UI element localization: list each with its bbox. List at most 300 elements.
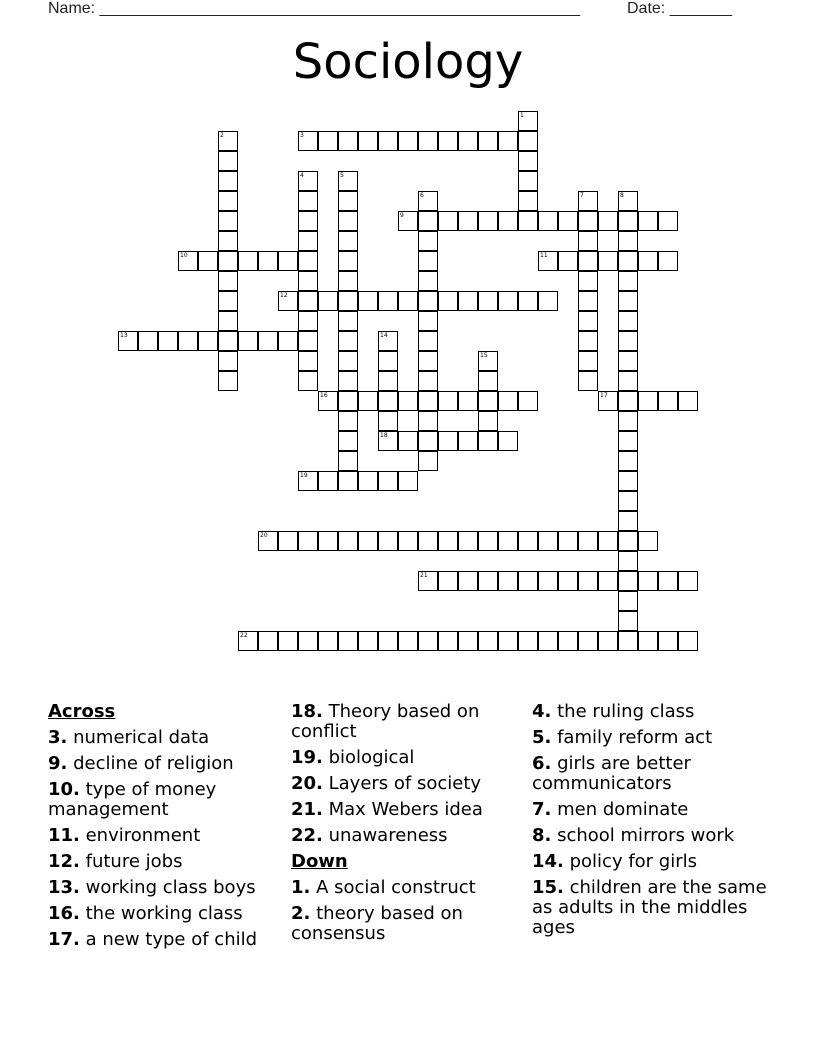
grid-cell[interactable] xyxy=(578,631,598,651)
grid-cell[interactable] xyxy=(458,291,478,311)
clue-text: Theory based on conflict xyxy=(291,701,480,742)
grid-cell[interactable] xyxy=(418,271,438,291)
grid-cell[interactable] xyxy=(438,631,458,651)
grid-cell[interactable] xyxy=(218,231,238,251)
grid-cell[interactable] xyxy=(418,371,438,391)
grid-cell[interactable] xyxy=(378,351,398,371)
grid-cell[interactable] xyxy=(298,311,318,331)
grid-cell[interactable] xyxy=(258,631,278,651)
clue-text: girls are better communicators xyxy=(532,753,691,794)
grid-cell[interactable] xyxy=(338,351,358,371)
grid-cell[interactable] xyxy=(458,571,478,591)
clue-item xyxy=(48,852,280,872)
grid-cell[interactable] xyxy=(478,411,498,431)
grid-cell[interactable] xyxy=(598,391,618,411)
clue-number: 8 xyxy=(620,192,624,199)
grid-cell[interactable] xyxy=(618,371,638,391)
grid-cell[interactable] xyxy=(338,411,358,431)
grid-cell[interactable] xyxy=(598,211,618,231)
grid-cell[interactable] xyxy=(218,331,238,351)
clue-text: school mirrors work xyxy=(551,825,735,846)
grid-cell[interactable] xyxy=(538,291,558,311)
grid-cell[interactable] xyxy=(398,471,418,491)
grid-cell[interactable] xyxy=(138,331,158,351)
grid-cell[interactable] xyxy=(578,571,598,591)
clue-item xyxy=(532,852,772,872)
grid-cell[interactable] xyxy=(378,411,398,431)
clue-num: 20. xyxy=(291,773,323,794)
grid-cell[interactable] xyxy=(638,631,658,651)
grid-cell[interactable] xyxy=(338,311,358,331)
clue-number: 3 xyxy=(300,132,304,139)
grid-cell[interactable] xyxy=(318,131,338,151)
grid-cell[interactable] xyxy=(518,631,538,651)
grid-cell[interactable] xyxy=(598,631,618,651)
grid-cell[interactable] xyxy=(458,211,478,231)
grid-cell[interactable] xyxy=(378,331,398,351)
clues-column-1 xyxy=(48,702,280,956)
grid-cell[interactable] xyxy=(318,391,338,411)
clue-number: 15 xyxy=(480,352,488,359)
grid-cell[interactable] xyxy=(418,331,438,351)
grid-cell[interactable] xyxy=(398,431,418,451)
grid-cell[interactable] xyxy=(378,131,398,151)
grid-cell[interactable] xyxy=(218,371,238,391)
clue-text: biological xyxy=(322,747,415,768)
grid-cell[interactable] xyxy=(658,631,678,651)
clue-number: 7 xyxy=(580,192,584,199)
grid-cell[interactable] xyxy=(218,191,238,211)
grid-cell[interactable] xyxy=(518,211,538,231)
clue-number: 17 xyxy=(600,392,608,399)
grid-cell[interactable] xyxy=(618,311,638,331)
grid-cell[interactable] xyxy=(618,391,638,411)
grid-cell[interactable] xyxy=(358,291,378,311)
grid-cell[interactable] xyxy=(298,331,318,351)
clue-number: 22 xyxy=(240,632,248,639)
clue-number: 4 xyxy=(300,172,304,179)
clue-num: 15. xyxy=(532,877,564,898)
clue-num: 14. xyxy=(532,851,564,872)
clue-num: 16. xyxy=(48,903,80,924)
clue-number: 2 xyxy=(220,132,224,139)
grid-cell[interactable] xyxy=(618,531,638,551)
grid-cell[interactable] xyxy=(478,291,498,311)
clue-item xyxy=(532,878,772,938)
grid-cell[interactable] xyxy=(578,231,598,251)
clue-num: 5. xyxy=(532,727,552,748)
grid-cell[interactable] xyxy=(398,211,418,231)
grid-cell[interactable] xyxy=(258,331,278,351)
grid-cell[interactable] xyxy=(418,631,438,651)
grid-cell[interactable] xyxy=(618,331,638,351)
clue-num: 4. xyxy=(532,701,552,722)
grid-cell[interactable] xyxy=(378,531,398,551)
grid-cell[interactable] xyxy=(418,531,438,551)
grid-cell[interactable] xyxy=(418,571,438,591)
grid-cell[interactable] xyxy=(578,531,598,551)
grid-cell[interactable] xyxy=(218,251,238,271)
grid-cell[interactable] xyxy=(538,211,558,231)
grid-cell[interactable] xyxy=(658,211,678,231)
grid-cell[interactable] xyxy=(438,211,458,231)
grid-cell[interactable] xyxy=(438,431,458,451)
grid-cell[interactable] xyxy=(458,391,478,411)
grid-cell[interactable] xyxy=(618,491,638,511)
clue-num: 11. xyxy=(48,825,80,846)
grid-cell[interactable] xyxy=(518,151,538,171)
grid-cell[interactable] xyxy=(658,251,678,271)
grid-cell[interactable] xyxy=(618,511,638,531)
grid-cell[interactable] xyxy=(498,531,518,551)
grid-cell[interactable] xyxy=(298,291,318,311)
grid-cell[interactable] xyxy=(538,531,558,551)
grid-cell[interactable] xyxy=(298,531,318,551)
clue-number: 11 xyxy=(540,252,548,259)
clue-item xyxy=(532,702,772,722)
grid-cell[interactable] xyxy=(618,431,638,451)
grid-cell[interactable] xyxy=(578,271,598,291)
grid-cell[interactable] xyxy=(618,591,638,611)
grid-cell[interactable] xyxy=(458,531,478,551)
grid-cell[interactable] xyxy=(278,251,298,271)
grid-cell[interactable] xyxy=(398,531,418,551)
grid-cell[interactable] xyxy=(298,471,318,491)
down-heading: Down xyxy=(291,851,348,872)
grid-cell[interactable] xyxy=(278,291,298,311)
grid-cell[interactable] xyxy=(378,371,398,391)
grid-cell[interactable] xyxy=(498,431,518,451)
clue-num: 13. xyxy=(48,877,80,898)
grid-cell[interactable] xyxy=(618,231,638,251)
grid-cell[interactable] xyxy=(478,131,498,151)
clue-text: family reform act xyxy=(551,727,713,748)
grid-cell[interactable] xyxy=(438,531,458,551)
grid-cell[interactable] xyxy=(278,631,298,651)
grid-cell[interactable] xyxy=(298,371,318,391)
grid-cell[interactable] xyxy=(678,571,698,591)
grid-cell[interactable] xyxy=(478,371,498,391)
grid-cell[interactable] xyxy=(398,631,418,651)
grid-cell[interactable] xyxy=(418,431,438,451)
grid-cell[interactable] xyxy=(378,471,398,491)
grid-cell[interactable] xyxy=(178,331,198,351)
clue-item xyxy=(532,754,772,794)
grid-cell[interactable] xyxy=(558,631,578,651)
clue-number: 10 xyxy=(180,252,188,259)
grid-cell[interactable] xyxy=(578,291,598,311)
grid-cell[interactable] xyxy=(358,131,378,151)
grid-cell[interactable] xyxy=(618,191,638,211)
grid-cell[interactable] xyxy=(378,291,398,311)
grid-cell[interactable] xyxy=(338,191,358,211)
grid-cell[interactable] xyxy=(618,291,638,311)
grid-cell[interactable] xyxy=(618,411,638,431)
grid-cell[interactable] xyxy=(618,351,638,371)
grid-cell[interactable] xyxy=(498,211,518,231)
grid-cell[interactable] xyxy=(278,331,298,351)
grid-cell[interactable] xyxy=(458,431,478,451)
grid-cell[interactable] xyxy=(578,311,598,331)
clue-num: 2. xyxy=(291,903,311,924)
clue-item xyxy=(532,826,772,846)
grid-cell[interactable] xyxy=(558,571,578,591)
grid-cell[interactable] xyxy=(458,631,478,651)
clue-number: 9 xyxy=(400,212,404,219)
grid-cell[interactable] xyxy=(618,611,638,631)
date-field[interactable]: Date: _______ xyxy=(627,0,732,17)
grid-cell[interactable] xyxy=(298,211,318,231)
clue-item xyxy=(291,904,523,944)
grid-cell[interactable] xyxy=(558,531,578,551)
grid-cell[interactable] xyxy=(398,291,418,311)
grid-cell[interactable] xyxy=(318,631,338,651)
clue-num: 8. xyxy=(532,825,552,846)
grid-cell[interactable] xyxy=(438,391,458,411)
grid-cell[interactable] xyxy=(298,231,318,251)
grid-cell[interactable] xyxy=(218,351,238,371)
grid-cell[interactable] xyxy=(518,131,538,151)
clue-item xyxy=(48,728,280,748)
grid-cell[interactable] xyxy=(298,191,318,211)
grid-cell[interactable] xyxy=(558,251,578,271)
clue-item xyxy=(48,780,280,820)
grid-cell[interactable] xyxy=(118,331,138,351)
clue-num: 9. xyxy=(48,753,68,774)
grid-cell[interactable] xyxy=(478,571,498,591)
clues-column-3 xyxy=(532,702,772,944)
grid-cell[interactable] xyxy=(478,531,498,551)
clue-number: 12 xyxy=(280,292,288,299)
grid-cell[interactable] xyxy=(418,391,438,411)
clue-num: 1. xyxy=(291,877,311,898)
grid-cell[interactable] xyxy=(338,231,358,251)
grid-cell[interactable] xyxy=(558,211,578,231)
grid-cell[interactable] xyxy=(618,271,638,291)
grid-cell[interactable] xyxy=(578,191,598,211)
grid-cell[interactable] xyxy=(478,431,498,451)
grid-cell[interactable] xyxy=(398,131,418,151)
grid-cell[interactable] xyxy=(358,471,378,491)
grid-cell[interactable] xyxy=(478,391,498,411)
grid-cell[interactable] xyxy=(518,571,538,591)
grid-cell[interactable] xyxy=(578,331,598,351)
clue-text: decline of religion xyxy=(67,753,234,774)
grid-cell[interactable] xyxy=(338,211,358,231)
grid-cell[interactable] xyxy=(638,571,658,591)
grid-cell[interactable] xyxy=(518,391,538,411)
grid-cell[interactable] xyxy=(438,571,458,591)
grid-cell[interactable] xyxy=(678,391,698,411)
grid-cell[interactable] xyxy=(338,531,358,551)
clue-text: type of money management xyxy=(48,779,217,820)
clue-item xyxy=(291,774,523,794)
grid-cell[interactable] xyxy=(638,251,658,271)
grid-cell[interactable] xyxy=(338,171,358,191)
grid-cell[interactable] xyxy=(318,531,338,551)
grid-cell[interactable] xyxy=(498,131,518,151)
grid-cell[interactable] xyxy=(578,351,598,371)
grid-cell[interactable] xyxy=(338,331,358,351)
grid-cell[interactable] xyxy=(338,271,358,291)
grid-cell[interactable] xyxy=(298,131,318,151)
clue-number: 14 xyxy=(380,332,388,339)
grid-cell[interactable] xyxy=(318,471,338,491)
grid-cell[interactable] xyxy=(618,251,638,271)
grid-cell[interactable] xyxy=(218,291,238,311)
grid-cell[interactable] xyxy=(618,551,638,571)
grid-cell[interactable] xyxy=(358,531,378,551)
grid-cell[interactable] xyxy=(218,151,238,171)
clue-item xyxy=(291,800,523,820)
grid-cell[interactable] xyxy=(438,131,458,151)
grid-cell[interactable] xyxy=(218,311,238,331)
clue-item xyxy=(532,800,772,820)
grid-cell[interactable] xyxy=(438,291,458,311)
grid-cell[interactable] xyxy=(218,131,238,151)
grid-cell[interactable] xyxy=(418,311,438,331)
grid-cell[interactable] xyxy=(618,571,638,591)
grid-cell[interactable] xyxy=(418,291,438,311)
grid-cell[interactable] xyxy=(338,391,358,411)
grid-cell[interactable] xyxy=(378,431,398,451)
grid-cell[interactable] xyxy=(618,631,638,651)
clue-number: 18 xyxy=(380,432,388,439)
grid-cell[interactable] xyxy=(218,171,238,191)
clue-text: theory based on consensus xyxy=(291,903,463,944)
clue-num: 3. xyxy=(48,727,68,748)
grid-cell[interactable] xyxy=(478,631,498,651)
grid-cell[interactable] xyxy=(498,291,518,311)
clue-item xyxy=(48,754,280,774)
grid-cell[interactable] xyxy=(498,391,518,411)
grid-cell[interactable] xyxy=(398,391,418,411)
clue-item xyxy=(48,878,280,898)
grid-cell[interactable] xyxy=(678,631,698,651)
grid-cell[interactable] xyxy=(638,391,658,411)
grid-cell[interactable] xyxy=(538,571,558,591)
grid-cell[interactable] xyxy=(598,531,618,551)
grid-cell[interactable] xyxy=(418,451,438,471)
grid-cell[interactable] xyxy=(538,251,558,271)
grid-cell[interactable] xyxy=(298,631,318,651)
across-heading: Across xyxy=(48,701,116,722)
grid-cell[interactable] xyxy=(278,531,298,551)
clue-item xyxy=(48,904,280,924)
grid-cell[interactable] xyxy=(338,131,358,151)
grid-cell[interactable] xyxy=(518,171,538,191)
grid-cell[interactable] xyxy=(158,331,178,351)
clue-num: 21. xyxy=(291,799,323,820)
grid-cell[interactable] xyxy=(198,251,218,271)
grid-cell[interactable] xyxy=(658,571,678,591)
clue-num: 19. xyxy=(291,747,323,768)
grid-cell[interactable] xyxy=(338,431,358,451)
grid-cell[interactable] xyxy=(578,211,598,231)
page-title: Sociology xyxy=(292,34,524,90)
grid-cell[interactable] xyxy=(618,451,638,471)
grid-cell[interactable] xyxy=(218,211,238,231)
clue-number: 6 xyxy=(420,192,424,199)
grid-cell[interactable] xyxy=(178,251,198,271)
grid-cell[interactable] xyxy=(418,411,438,431)
grid-cell[interactable] xyxy=(478,351,498,371)
grid-cell[interactable] xyxy=(518,191,538,211)
grid-cell[interactable] xyxy=(418,351,438,371)
grid-cell[interactable] xyxy=(578,251,598,271)
grid-cell[interactable] xyxy=(358,631,378,651)
grid-cell[interactable] xyxy=(538,631,558,651)
grid-cell[interactable] xyxy=(298,251,318,271)
grid-cell[interactable] xyxy=(338,291,358,311)
grid-cell[interactable] xyxy=(598,571,618,591)
grid-cell[interactable] xyxy=(338,471,358,491)
grid-cell[interactable] xyxy=(638,531,658,551)
clue-text: numerical data xyxy=(67,727,210,748)
clue-number: 21 xyxy=(420,572,428,579)
grid-cell[interactable] xyxy=(518,291,538,311)
grid-cell[interactable] xyxy=(338,371,358,391)
grid-cell[interactable] xyxy=(338,631,358,651)
grid-cell[interactable] xyxy=(578,371,598,391)
grid-cell[interactable] xyxy=(418,251,438,271)
grid-cell[interactable] xyxy=(618,471,638,491)
clue-num: 6. xyxy=(532,753,552,774)
grid-cell[interactable] xyxy=(378,391,398,411)
grid-cell[interactable] xyxy=(458,131,478,151)
grid-cell[interactable] xyxy=(478,211,498,231)
grid-cell[interactable] xyxy=(298,171,318,191)
grid-cell[interactable] xyxy=(618,211,638,231)
clue-item xyxy=(291,878,523,898)
grid-cell[interactable] xyxy=(658,391,678,411)
grid-cell[interactable] xyxy=(258,531,278,551)
clue-text: the working class xyxy=(79,903,243,924)
grid-cell[interactable] xyxy=(338,251,358,271)
grid-cell[interactable] xyxy=(338,451,358,471)
grid-cell[interactable] xyxy=(298,271,318,291)
grid-cell[interactable] xyxy=(378,631,398,651)
grid-cell[interactable] xyxy=(418,191,438,211)
grid-cell[interactable] xyxy=(498,631,518,651)
grid-cell[interactable] xyxy=(318,291,338,311)
clue-text: environment xyxy=(79,825,201,846)
grid-cell[interactable] xyxy=(638,211,658,231)
grid-cell[interactable] xyxy=(298,351,318,371)
name-field[interactable]: Name: ______________________________________________________ xyxy=(48,0,581,17)
clue-number: 16 xyxy=(320,392,328,399)
clue-item xyxy=(291,826,523,846)
grid-cell[interactable] xyxy=(258,251,278,271)
clue-item xyxy=(291,748,523,768)
grid-cell[interactable] xyxy=(518,111,538,131)
grid-cell[interactable] xyxy=(418,231,438,251)
grid-cell[interactable] xyxy=(518,531,538,551)
grid-cell[interactable] xyxy=(238,251,258,271)
clue-num: 12. xyxy=(48,851,80,872)
grid-cell[interactable] xyxy=(238,631,258,651)
clue-item xyxy=(48,930,280,950)
clue-number: 5 xyxy=(340,172,344,179)
grid-cell[interactable] xyxy=(418,211,438,231)
grid-cell[interactable] xyxy=(238,331,258,351)
grid-cell[interactable] xyxy=(418,131,438,151)
grid-cell[interactable] xyxy=(358,391,378,411)
grid-cell[interactable] xyxy=(218,271,238,291)
grid-cell[interactable] xyxy=(498,571,518,591)
grid-cell[interactable] xyxy=(598,251,618,271)
grid-cell[interactable] xyxy=(198,331,218,351)
